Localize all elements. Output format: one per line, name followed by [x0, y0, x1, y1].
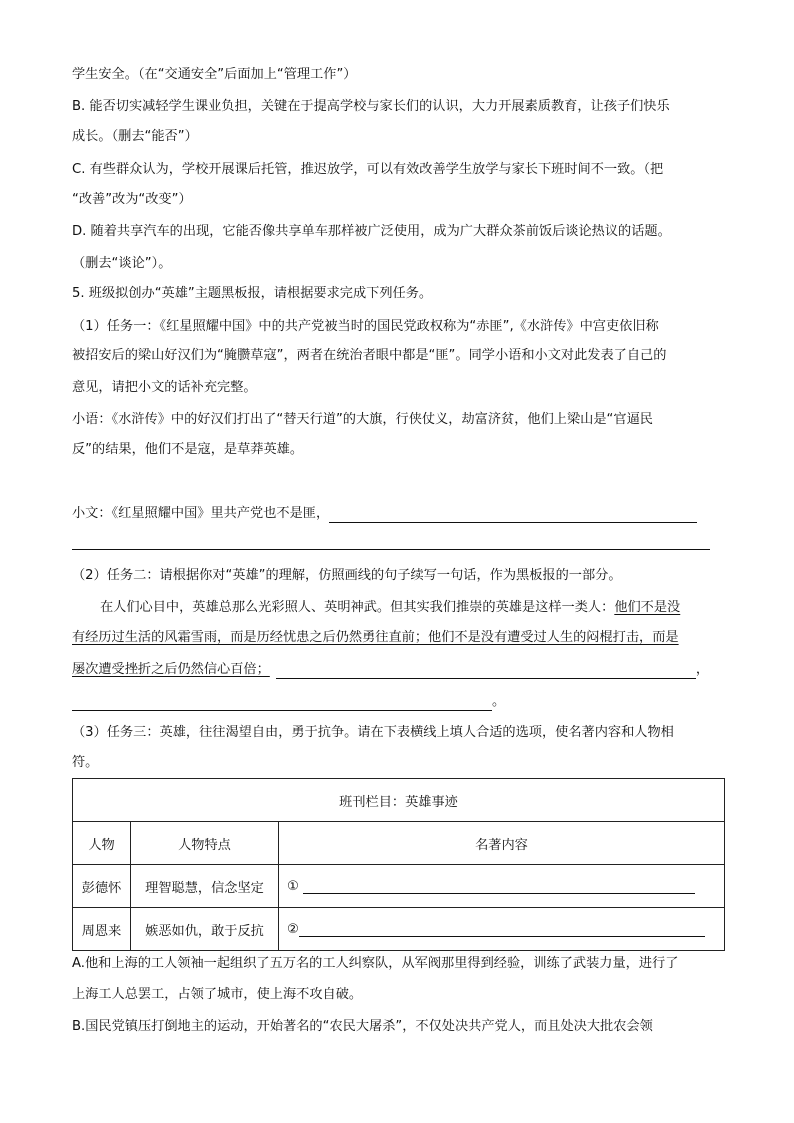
content-cell	[279, 908, 725, 951]
option-a-line: 上海工人总罢工，占领了城市，使上海不攻自破。	[72, 987, 363, 1002]
table-title: 班刊栏目：英雄事迹	[73, 779, 725, 822]
answer-blank[interactable]	[276, 664, 696, 679]
model-paragraph-line	[100, 599, 680, 617]
option-b-line: B. 能否切实减轻学生课业负担，关键在于提高学校与家长们的认识，大力开展素质教育，让孩子们快乐	[72, 99, 670, 114]
text-line: 被招安后的梁山好汉们为“腌臜草寇”，两者在统治者眼中都是“匪”。同学小语和小文对此发表了自己的	[72, 348, 667, 363]
xiaoyu-speech-line: 小语：《水浒传》中的好汉们打出了“替天行道”的大旗，行侠仗义，劫富济贫，他们上梁山是“官逼民	[72, 412, 653, 427]
option-d-line: D. 随着共享汽车的出现，它能否像共享单车那样被广泛使用，成为广大群众茶前饭后谈论热议的话题。	[72, 224, 671, 239]
underlined-model-sentence: 屡次遭受挫折之后仍然信心百倍；	[72, 662, 270, 677]
text-line: 意见，请把小文的话补充完整。	[72, 380, 257, 395]
table-row	[73, 908, 725, 951]
answer-blank[interactable]	[299, 922, 705, 937]
question-5-heading: 5. 班级拟创办“英雄”主题黑板报，请根据要求完成下列任务。	[72, 286, 433, 301]
text-line: 反”的结果，他们不是寇，是草莽英雄。	[72, 442, 304, 457]
text-line: 成长。（删去“能否”）	[72, 129, 198, 144]
punctuation: ，	[695, 662, 709, 677]
text-line: （删去“谈论”）。	[72, 256, 172, 271]
content-cell	[279, 865, 725, 908]
person-cell: 彭德怀	[73, 865, 131, 908]
punctuation: 。	[492, 694, 506, 709]
text-line: 符。	[72, 755, 99, 770]
column-header: 名著内容	[279, 822, 725, 865]
task-1-line: （1）任务一：《红星照耀中国》中的共产党被当时的国民党政权称为“赤匪”,《水浒传》中宫吏依旧称	[72, 319, 659, 334]
continuation-line	[72, 661, 709, 679]
trait-cell: 嫉恶如仇，敢于反抗	[131, 908, 279, 951]
underlined-model-sentence: 他们不是没	[614, 600, 681, 615]
continuation-line	[72, 693, 505, 711]
answer-marker: ①	[287, 878, 299, 894]
xiaowen-speech-text: 小文：《红星照耀中国》里共产党也不是匪，	[72, 506, 330, 521]
table-row	[73, 865, 725, 908]
task-3-line: （3）任务三：英雄，往往渴望自由，勇于抗争。请在下表横线上填人合适的选项，使名著内容和人物相	[72, 725, 674, 740]
answer-blank[interactable]	[72, 696, 492, 711]
column-header: 人物	[73, 822, 131, 865]
person-cell: 周恩来	[73, 908, 131, 951]
column-header: 人物特点	[131, 822, 279, 865]
answer-blank[interactable]	[329, 508, 697, 523]
option-c-line: C. 有些群众认为，学校开展课后托管，推迟放学，可以有效改善学生放学与家长下班时间不一致。（把	[72, 162, 664, 177]
option-a-line: A.他和上海的工人领袖一起组织了五万名的工人纠察队，从军阀那里得到经验，训练了武装力量，进行了	[72, 956, 679, 971]
answer-marker: ②	[287, 921, 299, 937]
answer-blank[interactable]	[303, 879, 695, 894]
text-line: 学生安全。（在“交通安全”后面加上“管理工作”）	[72, 67, 357, 82]
table-header-row	[73, 822, 725, 865]
task-2-line: （2）任务二：请根据你对“英雄”的理解，仿照画线的句子续写一句话，作为黑板报的一部分。	[72, 568, 622, 583]
hero-table	[72, 778, 725, 951]
answer-blank[interactable]	[72, 549, 710, 550]
xiaowen-speech-line	[72, 505, 697, 523]
option-b-line: B.国民党镇压打倒地主的运动，开始著名的“农民大屠杀”，不仅处决共产党人，而且处决大批农会领	[72, 1019, 653, 1034]
paragraph-text: 在人们心目中，英雄总那么光彩照人、英明神武。但其实我们推崇的英雄是这样一类人：	[100, 600, 615, 615]
underlined-model-sentence: 有经历过生活的风霜雪雨，而是历经忧患之后仍然勇往直前；他们不是没有遭受过人生的闷棍打击，而是	[72, 630, 679, 645]
text-line: “改善”改为“改变”）	[72, 192, 192, 207]
trait-cell: 理智聪慧，信念坚定	[131, 865, 279, 908]
